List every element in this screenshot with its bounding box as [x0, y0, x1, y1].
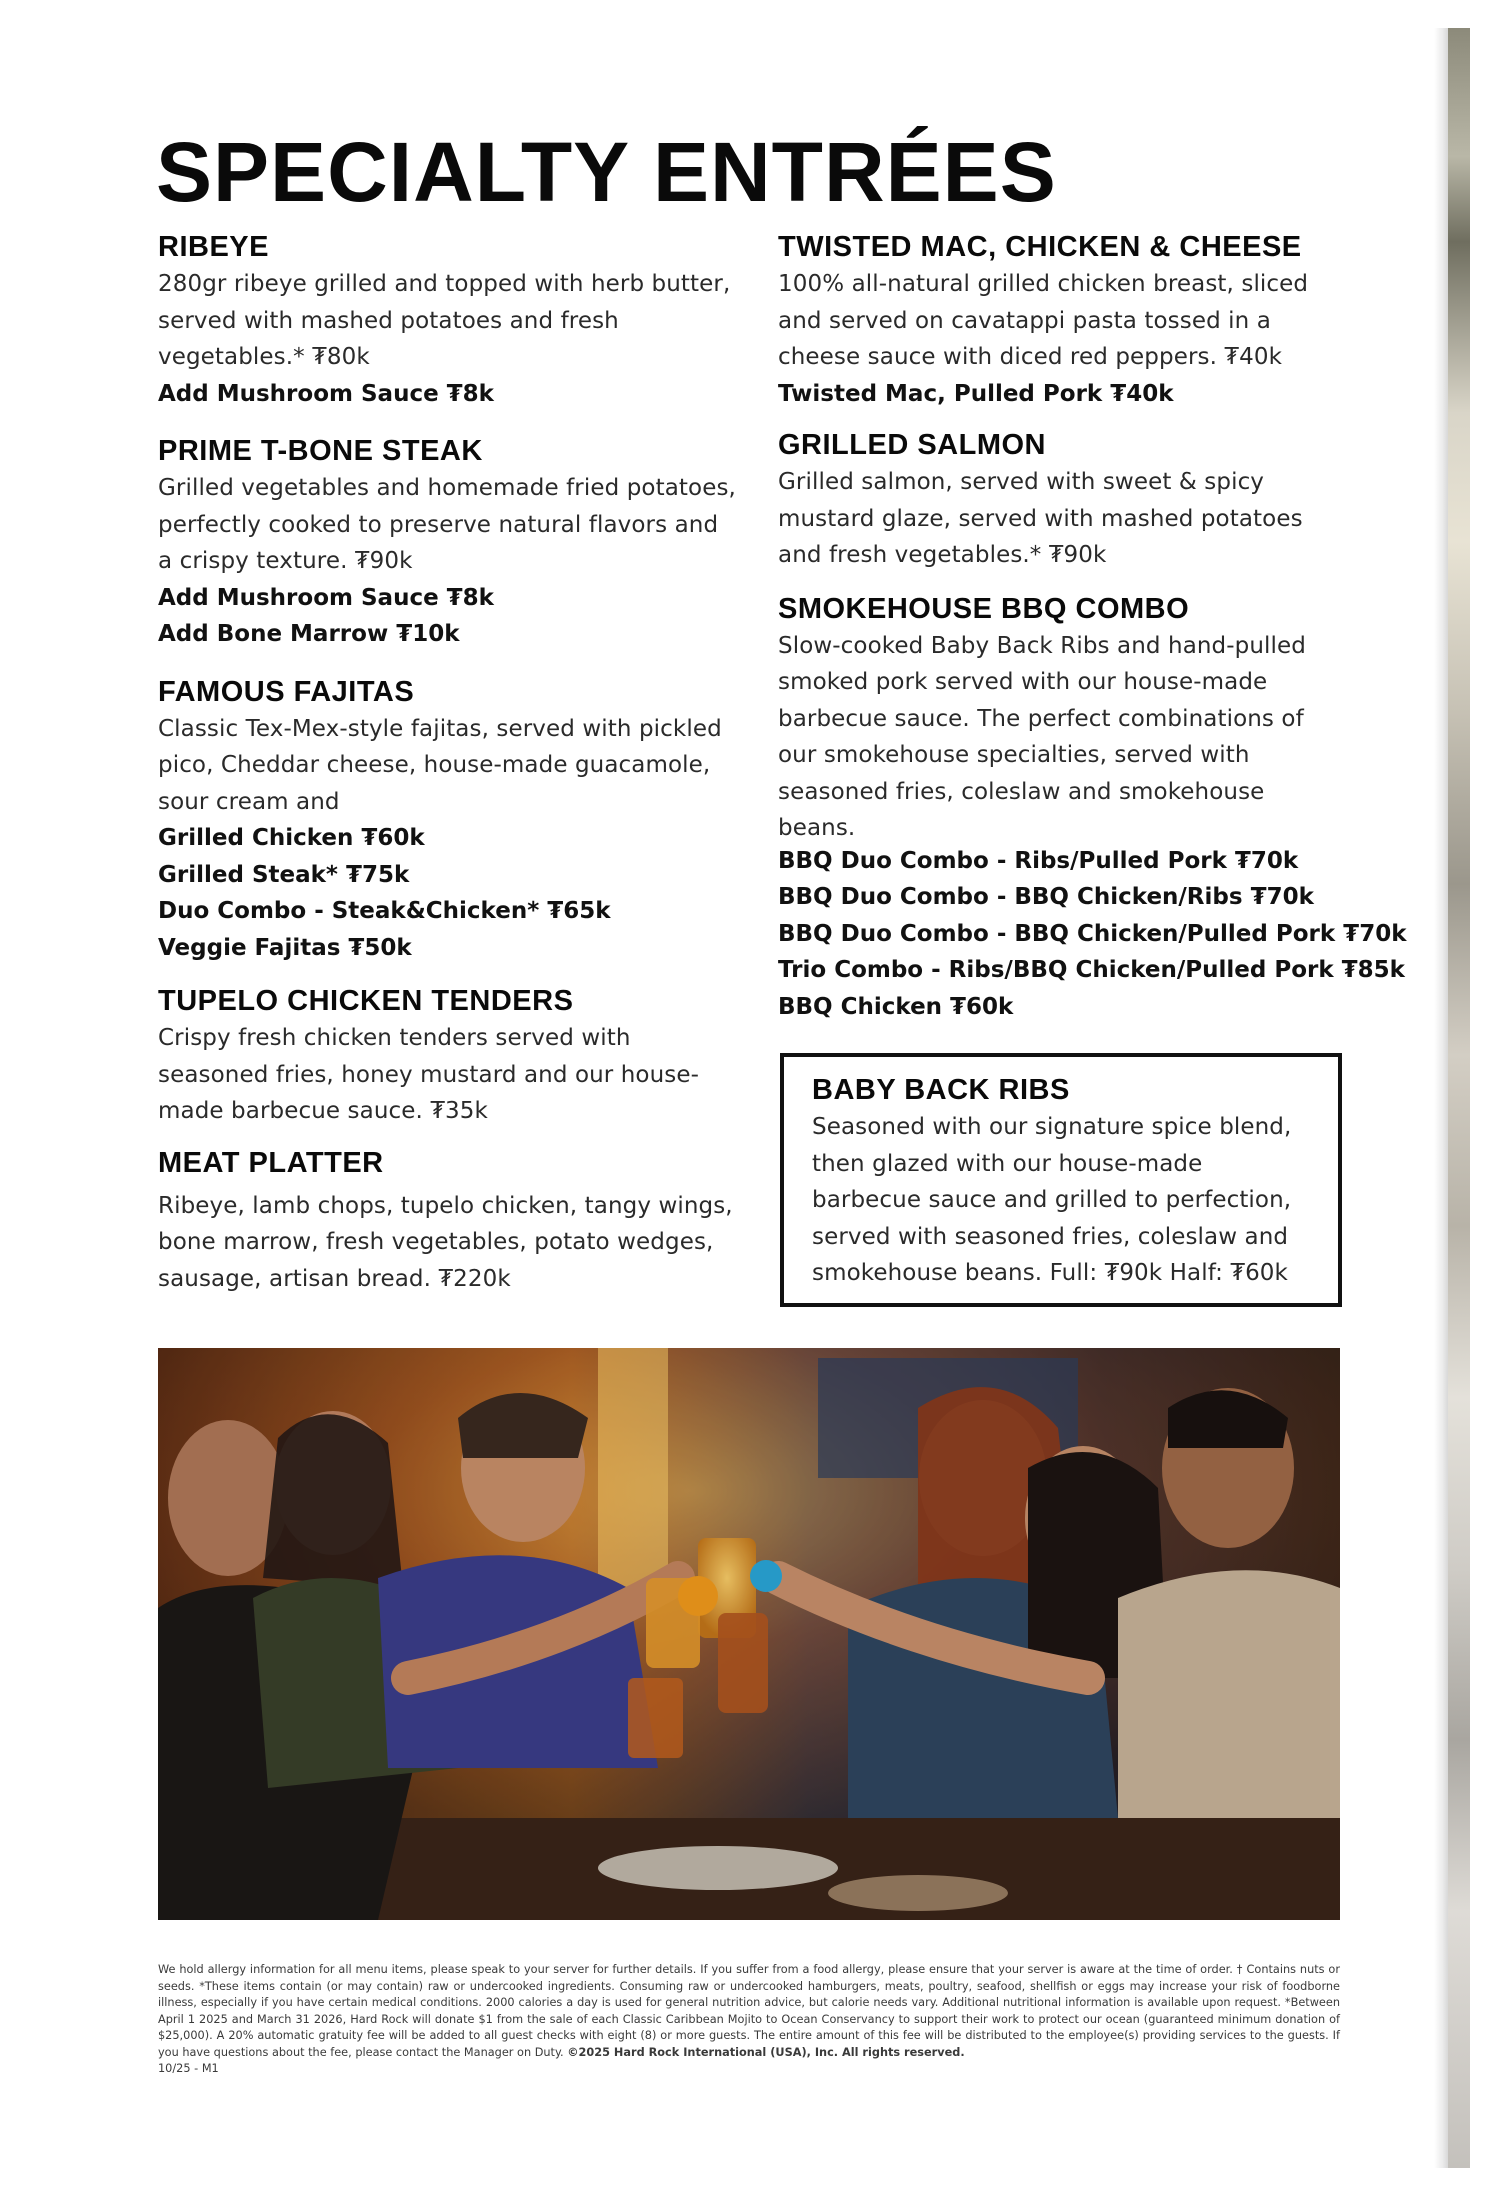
- item-option: Add Mushroom Sauce ₮8k: [158, 584, 494, 611]
- allergy-disclaimer: [158, 1962, 1340, 2062]
- menu-item-prime-t-bone-steak: [158, 432, 738, 653]
- item-name: PRIME T-BONE STEAK: [158, 435, 483, 467]
- item-name: RIBEYE: [158, 231, 269, 263]
- item-option: BBQ Duo Combo - BBQ Chicken/Ribs ₮70k: [778, 884, 1314, 910]
- item-option: Grilled Steak* ₮75k: [158, 861, 410, 888]
- item-name: TWISTED MAC, CHICKEN & CHEESE: [778, 231, 1302, 263]
- item-description: Classic Tex-Mex-style fajitas, served with pickled pico, Cheddar cheese, house-made guacamole, sour cream and: [158, 715, 722, 815]
- item-name: SMOKEHOUSE BBQ COMBO: [778, 592, 1190, 625]
- item-description: Slow-cooked Baby Back Ribs and hand-pulled smoked pork served with our house-made barbecue sauce. The perfect combinations of our smokehouse specialties, served with seasoned fries, coleslaw and smokehouse beans.: [778, 632, 1306, 841]
- item-option: Veggie Fajitas ₮50k: [158, 934, 412, 961]
- item-description: 100% all-natural grilled chicken breast, sliced and served on cavatappi pasta tossed in a cheese sauce with diced red peppers. ₮40k: [778, 271, 1309, 370]
- item-description: Seasoned with our signature spice blend, then glazed with our house-made barbecue sauce and grilled to perfection, served with seasoned fries, coleslaw and smokehouse beans. Full: ₮90k Half: ₮60k: [812, 1114, 1292, 1286]
- featured-menu-item-baby-back-ribs: [780, 1053, 1342, 1307]
- item-option: Duo Combo - Steak&Chicken* ₮65k: [158, 898, 611, 924]
- menu-item-grilled-salmon: [778, 426, 1378, 574]
- menu-item-twisted-mac-chicken-cheese: [778, 228, 1378, 412]
- item-description: 280gr ribeye grilled and topped with herb butter, served with mashed potatoes and fresh vegetables.* ₮80k: [158, 271, 731, 370]
- item-option: BBQ Chicken ₮60k: [778, 993, 1014, 1020]
- menu-item-ribeye: [158, 228, 738, 412]
- item-name: FAMOUS FAJITAS: [158, 675, 415, 708]
- page-edge-photo-strip: [1448, 28, 1470, 2168]
- item-description: Grilled salmon, served with sweet & spicy mustard glaze, served with mashed potatoes and fresh vegetables.* ₮90k: [778, 469, 1303, 568]
- item-name: BABY BACK RIBS: [812, 1074, 1070, 1106]
- item-option: BBQ Duo Combo - Ribs/Pulled Pork ₮70k: [778, 847, 1299, 874]
- item-option: Trio Combo - Ribs/BBQ Chicken/Pulled Pork ₮85k: [778, 957, 1405, 983]
- menu-code: 10/25 - M1: [158, 2062, 219, 2075]
- page-edge-shadow: [1434, 28, 1448, 2168]
- menu-item-famous-fajitas: [158, 673, 738, 967]
- menu-item-tupelo-chicken-tenders: [158, 982, 738, 1130]
- menu-item-smokehouse-bbq-combo: [778, 590, 1407, 1026]
- copyright-text: ©2025 Hard Rock International (USA), Inc. All rights reserved.: [567, 2045, 965, 2059]
- disclaimer-text: We hold allergy information for all menu items, please speak to your server for further details. If you suffer from a food allergy, please ensure that your server is aware at the time of order. † Contains nuts or seeds. *These items contain (or may contain) raw or undercooked ingredients. Consuming raw or undercooked hamburgers, meats, poultry, seafood, shellfish or eggs may increase your risk of foodborne illness, especially if you have certain medical conditions. 2000 calories a day is used for general nutrition advice, but calorie needs vary. Additional nutritional information is available upon request. *Between April 1 2025 and March 31 2026, Hard Rock will donate $1 from the sale of each Classic Caribbean Mojito to Ocean Conservancy to support their work to protect our ocean (guaranteed minimum donation of $25,000). A 20% automatic gratuity fee will be added to all guest checks with eight (8) or more guests. The entire amount of this fee will be distributed to the employee(s) providing services to the guests. If you have questions about the fee, please contact the Manager on Duty.: [158, 1963, 1340, 2059]
- group-toast-illustration: [158, 1348, 1340, 1920]
- item-description: Crispy fresh chicken tenders served with seasoned fries, honey mustard and our house-made barbecue sauce. ₮35k: [158, 1025, 700, 1124]
- menu-column-left: [158, 228, 738, 1319]
- item-option: Add Mushroom Sauce ₮8k: [158, 380, 494, 407]
- item-description: Ribeye, lamb chops, tupelo chicken, tangy wings, bone marrow, fresh vegetables, potato wedges, sausage, artisan bread. ₮220k: [158, 1192, 733, 1292]
- menu-item-meat-platter: [158, 1144, 738, 1298]
- item-name: GRILLED SALMON: [778, 429, 1046, 461]
- item-option: Grilled Chicken ₮60k: [158, 825, 425, 851]
- item-name: MEAT PLATTER: [158, 1146, 384, 1179]
- item-name: TUPELO CHICKEN TENDERS: [158, 985, 574, 1017]
- item-option: BBQ Duo Combo - BBQ Chicken/Pulled Pork ₮70k: [778, 920, 1407, 947]
- item-option: Twisted Mac, Pulled Pork ₮40k: [778, 380, 1174, 407]
- item-description: Grilled vegetables and homemade fried potatoes, perfectly cooked to preserve natural flavors and a crispy texture. ₮90k: [158, 475, 736, 574]
- page-title: SPECIALTY ENTRÉES: [156, 125, 1057, 219]
- group-toast-photo: [158, 1348, 1340, 1920]
- item-option: Add Bone Marrow ₮10k: [158, 621, 460, 647]
- menu-column-right: [778, 228, 1407, 1047]
